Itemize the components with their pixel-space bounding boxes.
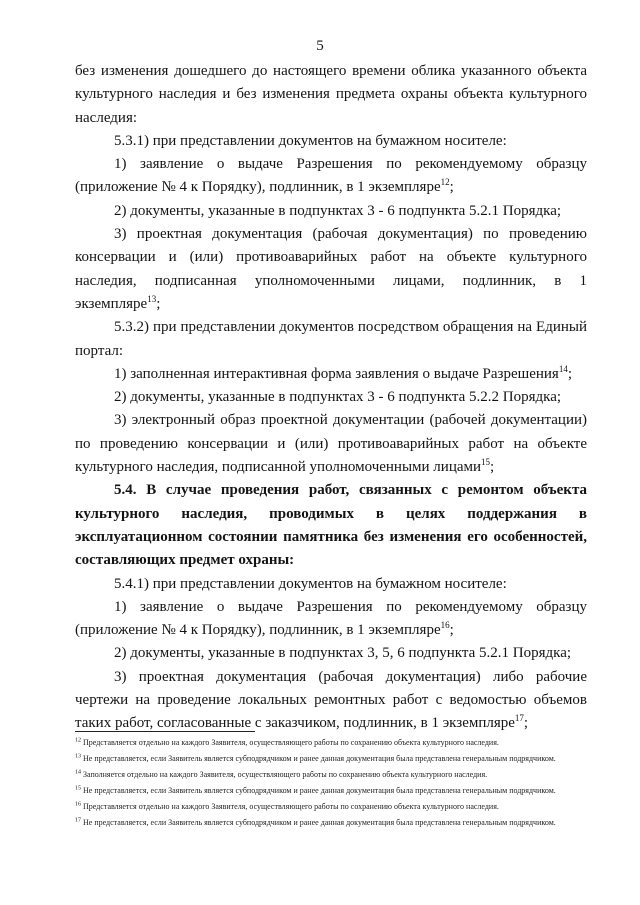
paragraph: 3) проектная документация (рабочая документация) по проведению консервации и (или) противоаварийных работ на объекте культурного наследия, подписанная уполномоченными лицами, подлинник, в 1 экземпляре$^{13}$;: [75, 226, 587, 312]
footnote: $^{17}$ Не представляется, если Заявитель является субподрядчиком и ранее данная документация была представлена генеральным подрядчиком.: [75, 817, 556, 827]
footnote-ref: 17: [514, 713, 524, 724]
paragraph: 5.4. В случае проведения работ, связанных с ремонтом объекта культурного наследия, проводимых в целях поддержания в эксплуатационном состоянии памятника без изменения его особенностей, составляющих предмет охраны:: [75, 482, 587, 569]
footnote-ref: 12: [440, 177, 450, 188]
paragraph: 1) заявление о выдаче Разрешения по рекомендуемому образцу (приложение № 4 к Порядку), подлинник, в 1 экземпляре$^{16}$;: [75, 598, 587, 639]
footnote: $^{16}$ Представляется отдельно на каждого Заявителя, осуществляющего работы по сохранению объекта культурного наследия.: [75, 801, 499, 811]
footnote: $^{14}$ Заполняется отдельно на каждого Заявителя, осуществляющего работы по сохранению объекта культурного наследия.: [75, 769, 488, 779]
paragraph: 1) заполненная интерактивная форма заявления о выдаче Разрешения$^{14}$;: [114, 363, 572, 382]
footnote-separator: [75, 731, 255, 732]
paragraph: 5.4.1) при представлении документов на бумажном носителе:: [114, 575, 507, 592]
paragraph: 3) проектная документация (рабочая документация) либо рабочие чертежи на проведение локальных ремонтных работ с ведомостью объемов таких работ, согласованные с заказчиком, подлинник, в 1 экземпляре$^{17}$;: [75, 668, 587, 732]
page-number: 5: [316, 38, 324, 54]
footnote-ref: 13: [147, 293, 157, 304]
footnote-ref: 16: [440, 620, 450, 631]
paragraph: без изменения дошедшего до настоящего времени облика указанного объекта культурного наследия и без изменения предмета охраны объекта культурного наследия:: [75, 63, 587, 126]
paragraph: 1) заявление о выдаче Разрешения по рекомендуемому образцу (приложение № 4 к Порядку), подлинник, в 1 экземпляре$^{12}$;: [75, 156, 587, 196]
paragraph: 2) документы, указанные в подпунктах 3 - 6 подпункта 5.2.2 Порядка;: [114, 389, 562, 406]
paragraph: 2) документы, указанные в подпунктах 3, 5, 6 подпункта 5.2.1 Порядка;: [114, 645, 572, 662]
paragraph: 5.3.2) при представлении документов посредством обращения на Единый портал:: [75, 319, 587, 359]
footnote: $^{13}$ Не представляется, если Заявитель является субподрядчиком и ранее данная документация была представлена генеральным подрядчиком.: [75, 753, 556, 763]
footnote: $^{15}$ Не представляется, если Заявитель является субподрядчиком и ранее данная документация была представлена генеральным подрядчиком.: [75, 785, 556, 795]
paragraph: 2) документы, указанные в подпунктах 3 - 6 подпункта 5.2.1 Порядка;: [114, 202, 562, 219]
paragraph: 3) электронный образ проектной документации (рабочей документации) по проведению консервации и (или) противоаварийных работ на объекте культурного наследия, подписанной уполномоченными лицами$^{15}$;: [75, 412, 587, 476]
document-body: [75, 60, 587, 736]
footnote-ref: 15: [481, 457, 491, 468]
footnote-ref: 14: [558, 363, 568, 374]
paragraph: 5.3.1) при представлении документов на бумажном носителе:: [114, 132, 507, 149]
footnote: $^{12}$ Представляется отдельно на каждого Заявителя, осуществляющего работы по сохранению объекта культурного наследия.: [75, 737, 499, 747]
footnotes: [75, 737, 587, 833]
